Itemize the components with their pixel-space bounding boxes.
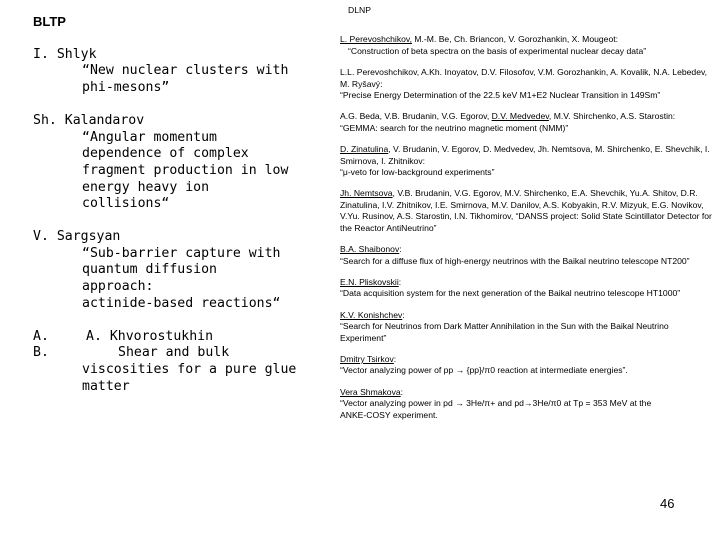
co-authors: : [400, 386, 404, 397]
talk-shlyk [33, 47, 303, 97]
khvoro-row-1 [33, 329, 303, 346]
underlined-author: D.V. Medvedev [491, 111, 549, 122]
speaker-name: Sh. Kalandarov [33, 112, 145, 128]
co-authors: : [398, 276, 402, 287]
entry-inoyatov [340, 67, 712, 101]
entry-title: “Data acquisition system for the next generation of the Baikal neutrino telescope HT1000” [340, 288, 681, 299]
talk-title: “Angular momentum dependence of complex fragment production in low energy heavy ion collisions“ [82, 129, 289, 212]
khvoro-row-2 [33, 345, 303, 362]
underlined-author: D. Zinatulina [340, 144, 389, 155]
underlined-author: Dmitry Tsirkov [340, 353, 394, 364]
underlined-author: B.A. Shaibonov [340, 244, 400, 255]
entry-authors: L.L. Perevoshchikov, A.Kh. Inoyatov, D.V. Filosofov, V.M. Gorozhankin, A. Kovalik, N.A. Lebedev, M. Ryšavý: [340, 67, 708, 89]
co-authors: , M.V. Shirchenko, A.S. Starostin: [548, 111, 676, 122]
co-authors: , V. Brudanin, V. Egorov, D. Medvedev, Jh. Nemtsova, M. Shirchenko, E. Shevchik, I. Smirnova, I. Zhitnikov: [340, 144, 710, 166]
underlined-author: Jh. Nemtsova [340, 188, 393, 199]
talk-title-line: viscosities for a pure glue [82, 361, 297, 377]
talk-title: “Sub-barrier capture with quantum diffusion approach: actinide-based reactions“ [82, 245, 281, 311]
entry-konishchev [340, 310, 712, 344]
entry-authors [340, 111, 712, 122]
entry-authors [340, 144, 712, 167]
entry-authors [340, 244, 712, 255]
talk-title-line: matter [82, 378, 130, 394]
entry-authors [340, 188, 712, 234]
entry-danss [340, 188, 712, 234]
co-authors: , V.B. Brudanin, V.G. Egorov, M.V. Shirchenko, E.A. Shevchik, Yu.A. Shitov, D.R. Zinatulina, I.V. Zhitnikov, I.E. Smirnova, M.V. Danilov, A.S. Kobyakin, R.V. Mizyuk, E.G. Novikov, V.Yu. Rusinov, A.S. Starostin, I.N. Tikhomirov, “DANSS project: Solid State Scintillator Detector for the Reactor AntiNeutrino” [340, 188, 712, 233]
co-authors: M.-M. Be, Ch. Briancon, V. Gorozhankin, X. Mougeot: [411, 34, 618, 45]
entry-shaibonov [340, 244, 712, 267]
page-number: 46 [660, 496, 675, 511]
entry-title: “Search for Neutrinos from Dark Matter Annihilation in the Sun with the Baikal Neutrino Experiment” [340, 321, 669, 343]
speaker-name: V. Sargsyan [33, 229, 121, 245]
entry-authors [340, 387, 712, 398]
entry-authors [340, 354, 712, 365]
co-authors: : [393, 353, 397, 364]
talk-kalandarov [33, 113, 303, 213]
speaker-name: I. Shlyk [33, 46, 97, 62]
bltp-heading: BLTP [33, 14, 66, 29]
list-marker-a: A. [33, 328, 49, 344]
talk-khvorostukhin [33, 329, 303, 396]
dlnp-column [340, 5, 712, 431]
list-marker-b: B. [33, 345, 49, 361]
talk-title: “New nuclear clusters with phi-mesons” [82, 63, 289, 96]
entry-zinatulina [340, 144, 712, 178]
entry-tsirkov [340, 354, 712, 377]
entry-title: “Vector analyzing power in pd → 3He/π+ and pd→3He/π0 at Tp = 353 MeV at the ANKE-COSY experiment. [340, 398, 652, 420]
speaker-name: A. Khvorostukhin [86, 328, 214, 344]
entry-authors [340, 34, 712, 45]
co-authors: : [399, 244, 402, 255]
entry-title: “Construction of beta spectra on the basis of experimental nuclear decay data” [348, 45, 647, 56]
entry-shmakova [340, 387, 712, 421]
entry-title: “GEMMA: search for the neutrino magnetic moment (NMM)” [340, 122, 569, 133]
entry-gemma [340, 111, 712, 134]
underlined-author: K.V. Konishchev [340, 309, 403, 320]
dlnp-heading: DLNP [348, 5, 371, 15]
entry-authors [340, 310, 712, 321]
underlined-author: E.N. Pliskovskii [340, 276, 399, 287]
entry-authors [340, 277, 712, 288]
underlined-author: L. Perevoshchikov, [340, 34, 412, 45]
entry-title: “Search for a diffuse flux of high-energy neutrinos with the Baikal neutrino telescope NT200” [340, 255, 690, 266]
co-authors: A.G. Beda, V.B. Brudanin, V.G. Egorov, [340, 111, 492, 122]
underlined-author: Vera Shmakova [340, 386, 401, 397]
talk-title-line: Shear and bulk [118, 345, 230, 361]
entry-pliskovskii [340, 277, 712, 300]
entry-title: “μ-veto for low-background experiments” [340, 167, 495, 178]
bltp-column [33, 14, 303, 411]
talk-sargsyan [33, 229, 303, 313]
co-authors: : [402, 309, 405, 320]
entry-perevoshchikov [340, 34, 712, 57]
entry-title: “Vector analyzing power of pp → {pp}/π0 reaction at intermediate energies”. [340, 365, 628, 376]
entry-title: “Precise Energy Determination of the 22.5 keV M1+E2 Nuclear Transition in 149Sm” [340, 90, 661, 101]
